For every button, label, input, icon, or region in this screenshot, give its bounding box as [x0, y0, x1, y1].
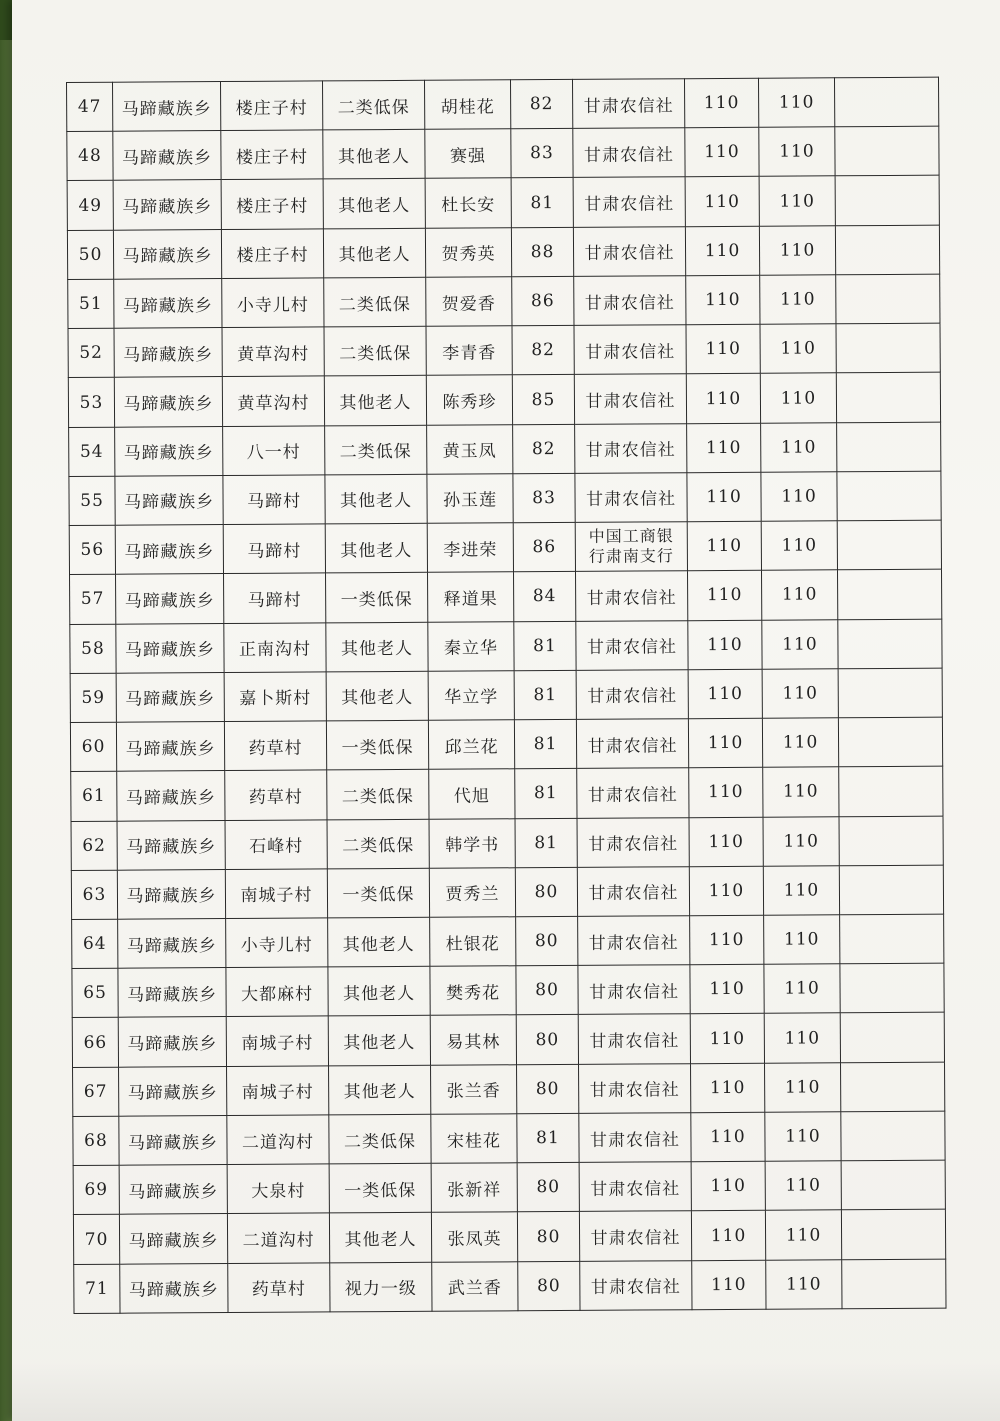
remark-cell: [841, 1210, 945, 1260]
category-cell: 一类低保: [327, 868, 429, 918]
subsidy-cell: 110: [766, 1259, 842, 1309]
amount-cell: 110: [691, 1112, 765, 1162]
amount-cell: 110: [686, 324, 760, 374]
remark-cell: [840, 963, 944, 1013]
remark-cell: [839, 865, 943, 915]
bank-cell: 甘肃农信社: [575, 473, 687, 523]
bank-cell: 甘肃农信社: [577, 866, 689, 916]
subsidy-cell: 110: [761, 472, 837, 522]
subsidy-cell: 110: [759, 127, 835, 177]
age-cell: 81: [511, 178, 573, 228]
bank-cell: 甘肃农信社: [577, 817, 689, 867]
row-number-cell: 65: [72, 968, 118, 1018]
table-body: [67, 77, 947, 1313]
township-cell: 马蹄藏族乡: [119, 1066, 227, 1116]
village-cell: 南城子村: [226, 1016, 328, 1066]
table-row: [72, 963, 944, 1018]
amount-cell: 110: [687, 472, 761, 522]
bank-cell: 甘肃农信社: [576, 571, 688, 621]
row-number-cell: 48: [67, 131, 113, 181]
township-cell: 马蹄藏族乡: [113, 82, 221, 132]
category-cell: 其他老人: [325, 523, 427, 573]
village-cell: 正南沟村: [224, 623, 326, 673]
remark-cell: [841, 1062, 945, 1112]
village-cell: 南城子村: [227, 1066, 329, 1116]
bank-cell: 甘肃农信社: [578, 965, 690, 1015]
row-number-cell: 68: [73, 1116, 119, 1166]
bank-cell: 甘肃农信社: [577, 768, 689, 818]
subsidy-cell: 110: [761, 570, 837, 620]
village-cell: 马蹄村: [223, 475, 325, 525]
table-row: [72, 1013, 944, 1068]
subsidy-cell: 110: [762, 718, 838, 768]
row-number-cell: 71: [74, 1264, 120, 1314]
age-cell: 88: [511, 227, 573, 277]
village-cell: 药草村: [224, 721, 326, 771]
subsidy-cell: 110: [761, 422, 837, 472]
table-row: [71, 816, 943, 871]
amount-cell: 110: [688, 669, 762, 719]
table-row: [68, 323, 940, 378]
row-number-cell: 61: [71, 771, 117, 821]
category-cell: 其他老人: [328, 917, 430, 967]
name-cell: 张新祥: [431, 1163, 517, 1213]
name-cell: 韩学书: [429, 818, 515, 868]
age-cell: 80: [516, 966, 578, 1016]
age-cell: 86: [512, 276, 574, 326]
age-cell: 80: [516, 916, 578, 966]
name-cell: 贺爱香: [426, 277, 512, 327]
subsidy-cell: 110: [765, 1161, 841, 1211]
name-cell: 黄玉凤: [427, 424, 513, 474]
bank-cell: 甘肃农信社: [576, 670, 688, 720]
table-row: [68, 373, 940, 428]
bank-cell: 甘肃农信社: [580, 1260, 692, 1310]
category-cell: 一类低保: [329, 1163, 431, 1213]
bank-cell: 甘肃农信社: [579, 1162, 691, 1212]
category-cell: 其他老人: [328, 967, 430, 1017]
bank-cell: 甘肃农信社: [574, 325, 686, 375]
amount-cell: 110: [688, 718, 762, 768]
category-cell: 二类低保: [324, 277, 426, 327]
subsidy-cell: 110: [763, 866, 839, 916]
row-number-cell: 69: [73, 1165, 119, 1215]
remark-cell: [839, 816, 943, 866]
village-cell: 嘉卜斯村: [224, 672, 326, 722]
age-cell: 80: [518, 1261, 580, 1311]
village-cell: 小寺儿村: [222, 278, 324, 328]
township-cell: 马蹄藏族乡: [113, 131, 221, 181]
amount-cell: 110: [687, 571, 761, 621]
remark-cell: [836, 373, 940, 423]
table-row: [69, 422, 941, 477]
age-cell: 81: [514, 719, 576, 769]
row-number-cell: 49: [67, 181, 113, 231]
remark-cell: [841, 1160, 945, 1210]
category-cell: 其他老人: [323, 228, 425, 278]
bank-cell: 甘肃农信社: [576, 719, 688, 769]
subsidy-cell: 110: [764, 915, 840, 965]
village-cell: 黄草沟村: [222, 327, 324, 377]
name-cell: 易其林: [430, 1015, 516, 1065]
name-cell: 杜银花: [430, 917, 516, 967]
category-cell: 一类低保: [326, 573, 428, 623]
township-cell: 马蹄藏族乡: [118, 1017, 226, 1067]
remark-cell: [836, 323, 940, 373]
amount-cell: 110: [691, 1161, 765, 1211]
bank-cell: 甘肃农信社: [578, 916, 690, 966]
subsidy-cell: 110: [760, 324, 836, 374]
row-number-cell: 63: [71, 870, 117, 920]
name-cell: 秦立华: [428, 621, 514, 671]
amount-cell: 110: [692, 1260, 766, 1310]
row-number-cell: 47: [67, 82, 113, 132]
name-cell: 李进荣: [427, 523, 513, 573]
township-cell: 马蹄藏族乡: [115, 525, 223, 575]
subsidy-cell: 110: [759, 226, 835, 276]
remark-cell: [838, 619, 942, 669]
remark-cell: [842, 1259, 946, 1309]
age-cell: 80: [515, 867, 577, 917]
row-number-cell: 57: [70, 575, 116, 625]
remark-cell: [841, 1111, 945, 1161]
row-number-cell: 67: [73, 1067, 119, 1117]
township-cell: 马蹄藏族乡: [116, 623, 224, 673]
amount-cell: 110: [686, 275, 760, 325]
category-cell: 其他老人: [326, 622, 428, 672]
amount-cell: 110: [689, 768, 763, 818]
row-number-cell: 52: [68, 328, 114, 378]
age-cell: 81: [517, 1113, 579, 1163]
village-cell: 二道沟村: [227, 1213, 329, 1263]
category-cell: 其他老人: [329, 1213, 431, 1263]
subsidy-table: [66, 77, 947, 1314]
village-cell: 八一村: [223, 426, 325, 476]
bank-cell: 甘肃农信社: [573, 128, 685, 178]
row-number-cell: 70: [73, 1215, 119, 1265]
amount-cell: 110: [690, 915, 764, 965]
table-row: [73, 1062, 945, 1117]
age-cell: 80: [517, 1064, 579, 1114]
age-cell: 82: [510, 79, 572, 129]
township-cell: 马蹄藏族乡: [115, 426, 223, 476]
amount-cell: 110: [685, 177, 759, 227]
age-cell: 80: [517, 1163, 579, 1213]
bank-cell: 甘肃农信社: [579, 1211, 691, 1261]
age-cell: 86: [513, 523, 575, 573]
name-cell: 贺秀英: [425, 227, 511, 277]
township-cell: 马蹄藏族乡: [116, 574, 224, 624]
name-cell: 武兰香: [432, 1261, 518, 1311]
name-cell: 胡桂花: [424, 80, 510, 130]
township-cell: 马蹄藏族乡: [117, 771, 225, 821]
row-number-cell: 51: [68, 279, 114, 329]
name-cell: 樊秀花: [430, 966, 516, 1016]
age-cell: 82: [512, 326, 574, 376]
village-cell: 药草村: [225, 770, 327, 820]
remark-cell: [835, 126, 939, 176]
village-cell: 二道沟村: [227, 1115, 329, 1165]
age-cell: 81: [515, 818, 577, 868]
amount-cell: 110: [689, 817, 763, 867]
category-cell: 其他老人: [325, 474, 427, 524]
bank-cell: 甘肃农信社: [579, 1063, 691, 1113]
row-number-cell: 62: [71, 821, 117, 871]
bank-cell: 甘肃农信社: [575, 423, 687, 473]
amount-cell: 110: [691, 1063, 765, 1113]
amount-cell: 110: [690, 1014, 764, 1064]
remark-cell: [837, 422, 941, 472]
name-cell: 杜长安: [425, 178, 511, 228]
subsidy-cell: 110: [761, 521, 837, 571]
remark-cell: [838, 668, 942, 718]
village-cell: 楼庄子村: [221, 179, 323, 229]
bank-cell: 甘肃农信社: [579, 1113, 691, 1163]
remark-cell: [835, 225, 939, 275]
row-number-cell: 50: [67, 230, 113, 280]
category-cell: 其他老人: [323, 179, 425, 229]
subsidy-cell: 110: [764, 964, 840, 1014]
bank-cell: 甘肃农信社: [573, 226, 685, 276]
remark-cell: [834, 77, 938, 127]
category-cell: 其他老人: [323, 130, 425, 180]
age-cell: 83: [511, 129, 573, 179]
subsidy-cell: 110: [764, 1013, 840, 1063]
row-number-cell: 58: [70, 624, 116, 674]
township-cell: 马蹄藏族乡: [114, 278, 222, 328]
age-cell: 81: [515, 769, 577, 819]
village-cell: 马蹄村: [224, 573, 326, 623]
table-row: [67, 77, 939, 132]
remark-cell: [836, 274, 940, 324]
township-cell: 马蹄藏族乡: [116, 722, 224, 772]
amount-cell: 110: [688, 620, 762, 670]
bank-cell: 甘肃农信社: [574, 374, 686, 424]
name-cell: 孙玉莲: [427, 474, 513, 524]
township-cell: 马蹄藏族乡: [113, 180, 221, 230]
table-row: [69, 520, 941, 575]
category-cell: 二类低保: [327, 819, 429, 869]
township-cell: 马蹄藏族乡: [116, 672, 224, 722]
name-cell: 邱兰花: [428, 720, 514, 770]
row-number-cell: 64: [72, 919, 118, 969]
name-cell: 张兰香: [431, 1064, 517, 1114]
table-row: [71, 865, 943, 920]
name-cell: 赛强: [425, 129, 511, 179]
name-cell: 李青香: [426, 326, 512, 376]
township-cell: 马蹄藏族乡: [113, 229, 221, 279]
bank-cell: 中国工商银 行肃南支行: [575, 522, 687, 572]
category-cell: 二类低保: [327, 770, 429, 820]
village-cell: 楼庄子村: [221, 229, 323, 279]
name-cell: 张凤英: [431, 1212, 517, 1262]
village-cell: 石峰村: [225, 819, 327, 869]
age-cell: 81: [514, 621, 576, 671]
name-cell: 华立学: [428, 671, 514, 721]
age-cell: 84: [514, 572, 576, 622]
name-cell: 释道果: [428, 572, 514, 622]
bank-cell: 甘肃农信社: [572, 79, 684, 129]
township-cell: 马蹄藏族乡: [119, 1165, 227, 1215]
row-number-cell: 53: [68, 378, 114, 428]
remark-cell: [840, 1013, 944, 1063]
village-cell: 马蹄村: [223, 524, 325, 574]
table-row: [70, 668, 942, 723]
bank-cell: 甘肃农信社: [578, 1014, 690, 1064]
row-number-cell: 59: [70, 673, 116, 723]
age-cell: 85: [512, 375, 574, 425]
age-cell: 83: [513, 473, 575, 523]
subsidy-cell: 110: [763, 767, 839, 817]
table-row: [74, 1259, 946, 1314]
subsidy-cell: 110: [762, 619, 838, 669]
remark-cell: [837, 471, 941, 521]
table-row: [68, 274, 940, 329]
table-row: [67, 225, 939, 280]
age-cell: 80: [517, 1212, 579, 1262]
row-number-cell: 55: [69, 476, 115, 526]
age-cell: 80: [516, 1015, 578, 1065]
amount-cell: 110: [687, 423, 761, 473]
amount-cell: 110: [685, 226, 759, 276]
table-row: [73, 1160, 945, 1215]
village-cell: 楼庄子村: [221, 130, 323, 180]
category-cell: 其他老人: [328, 1016, 430, 1066]
category-cell: 二类低保: [324, 326, 426, 376]
subsidy-cell: 110: [765, 1062, 841, 1112]
category-cell: 二类低保: [329, 1114, 431, 1164]
table-row: [67, 126, 939, 181]
remark-cell: [837, 570, 941, 620]
township-cell: 马蹄藏族乡: [118, 968, 226, 1018]
amount-cell: 110: [685, 128, 759, 178]
amount-cell: 110: [687, 521, 761, 571]
township-cell: 马蹄藏族乡: [119, 1115, 227, 1165]
village-cell: 药草村: [228, 1263, 330, 1313]
subsidy-cell: 110: [759, 176, 835, 226]
table-row: [73, 1210, 945, 1265]
table-row: [73, 1111, 945, 1166]
village-cell: 楼庄子村: [221, 81, 323, 131]
row-number-cell: 60: [70, 722, 116, 772]
category-cell: 其他老人: [326, 671, 428, 721]
age-cell: 82: [513, 424, 575, 474]
township-cell: 马蹄藏族乡: [118, 919, 226, 969]
table-row: [69, 471, 941, 526]
remark-cell: [838, 717, 942, 767]
row-number-cell: 56: [69, 525, 115, 575]
village-cell: 黄草沟村: [222, 376, 324, 426]
amount-cell: 110: [684, 78, 758, 128]
subsidy-cell: 110: [758, 78, 834, 128]
amount-cell: 110: [691, 1211, 765, 1261]
amount-cell: 110: [690, 964, 764, 1014]
page-shadow: [12, 1361, 1000, 1421]
table-row: [71, 766, 943, 821]
table-row: [72, 914, 944, 969]
township-cell: 马蹄藏族乡: [117, 869, 225, 919]
row-number-cell: 66: [72, 1018, 118, 1068]
subsidy-cell: 110: [765, 1112, 841, 1162]
subsidy-cell: 110: [763, 816, 839, 866]
township-cell: 马蹄藏族乡: [114, 328, 222, 378]
remark-cell: [839, 766, 943, 816]
bank-cell: 甘肃农信社: [574, 276, 686, 326]
name-cell: 宋桂花: [431, 1114, 517, 1164]
township-cell: 马蹄藏族乡: [120, 1263, 228, 1313]
subsidy-cell: 110: [760, 275, 836, 325]
age-cell: 81: [514, 670, 576, 720]
remark-cell: [837, 520, 941, 570]
name-cell: 贾秀兰: [429, 868, 515, 918]
township-cell: 马蹄藏族乡: [115, 475, 223, 525]
township-cell: 马蹄藏族乡: [119, 1214, 227, 1264]
subsidy-cell: 110: [760, 373, 836, 423]
category-cell: 二类低保: [322, 80, 424, 130]
category-cell: 其他老人: [324, 376, 426, 426]
bank-cell: 甘肃农信社: [576, 620, 688, 670]
village-cell: 大泉村: [227, 1164, 329, 1214]
township-cell: 马蹄藏族乡: [117, 820, 225, 870]
bank-cell: 甘肃农信社: [573, 177, 685, 227]
village-cell: 小寺儿村: [226, 918, 328, 968]
name-cell: 代旭: [429, 769, 515, 819]
name-cell: 陈秀珍: [426, 375, 512, 425]
amount-cell: 110: [686, 374, 760, 424]
category-cell: 一类低保: [326, 720, 428, 770]
table-row: [70, 717, 942, 772]
subsidy-cell: 110: [765, 1210, 841, 1260]
village-cell: 大都麻村: [226, 967, 328, 1017]
table-row: [70, 619, 942, 674]
category-cell: 视力一级: [330, 1262, 432, 1312]
remark-cell: [840, 914, 944, 964]
village-cell: 南城子村: [225, 869, 327, 919]
subsidy-cell: 110: [762, 669, 838, 719]
township-cell: 马蹄藏族乡: [114, 377, 222, 427]
remark-cell: [835, 176, 939, 226]
table-row: [70, 570, 942, 625]
amount-cell: 110: [689, 866, 763, 916]
row-number-cell: 54: [69, 427, 115, 477]
table-row: [67, 176, 939, 231]
category-cell: 其他老人: [329, 1065, 431, 1115]
category-cell: 二类低保: [325, 425, 427, 475]
